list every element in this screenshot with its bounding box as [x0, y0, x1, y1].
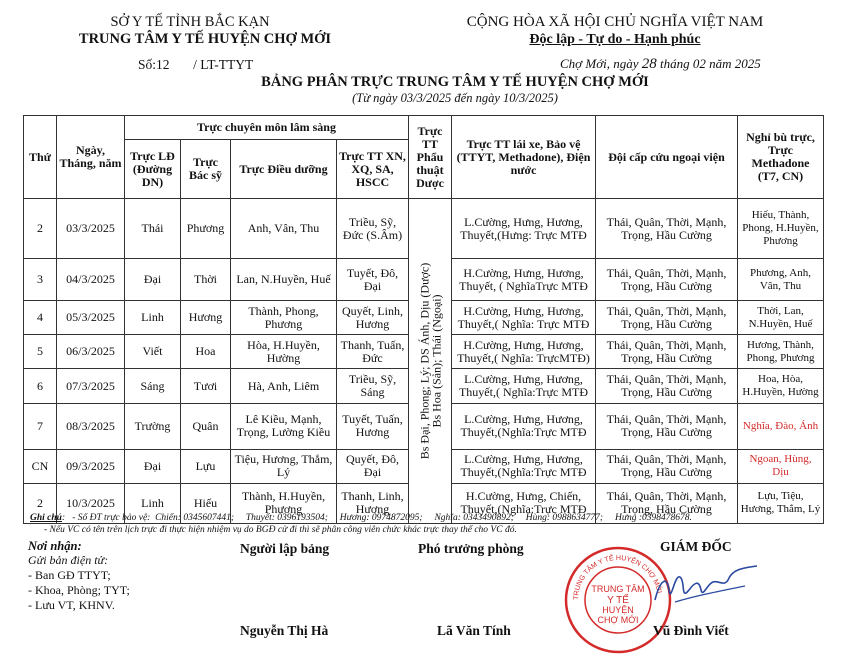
cell-dieuduong: Hòa, H.Huyền, Hường	[231, 335, 337, 369]
cell-bacsy: Hiếu	[181, 483, 231, 523]
agency-name: TRUNG TÂM Y TẾ HUYỆN CHỢ MỚI	[78, 31, 332, 47]
document-subtitle: (Từ ngày 03/3/2025 đến ngày 10/3/2025)	[352, 91, 558, 105]
cell-ngay: 08/3/2025	[57, 403, 125, 449]
cell-laixe: H.Cường, Hưng, Chiến, Thuyết,(Nghĩa:Trực MTĐ	[452, 483, 596, 523]
header-capcuu: Đội cấp cứu ngoại viện	[596, 116, 738, 199]
header-pttd: Trực TT Phẩu thuật Dược	[409, 116, 452, 199]
cell-ld: Linh	[125, 301, 181, 335]
header-ld: Trực LĐ (Đường DN)	[125, 140, 181, 199]
recipient-item: Gửi bản điện tử:	[28, 553, 109, 567]
cell-thu: CN	[24, 449, 57, 483]
cell-dieuduong: Tiệu, Hương, Thắm, Lý	[231, 449, 337, 483]
cell-capcuu: Thái, Quân, Thời, Mạnh, Trọng, Hầu Cường	[596, 403, 738, 449]
roster-table	[23, 115, 824, 524]
cell-nghibu: Hiếu, Thành, Phong, H.Huyền, Phương	[738, 199, 824, 259]
cell-thu: 4	[24, 301, 57, 335]
header-thu: Thứ	[24, 116, 57, 199]
header-nghibu: Nghỉ bù trực, Trực Methadone (T7, CN)	[738, 116, 824, 199]
cell-thu: 2	[24, 199, 57, 259]
date-day: 28	[641, 56, 657, 72]
cell-dieuduong: Hà, Anh, Liêm	[231, 369, 337, 403]
cell-dieuduong: Anh, Vân, Thu	[231, 199, 337, 259]
cell-dieuduong: Lê Kiều, Mạnh, Trọng, Lường Kiều	[231, 403, 337, 449]
cell-ngay: 10/3/2025	[57, 483, 125, 523]
cell-nghibu: Lựu, Tiệu, Hương, Thắm, Lý	[738, 483, 824, 523]
cell-laixe: H.Cường, Hưng, Hương, Thuyết,( Nghĩa: TrựcMTĐ)	[452, 335, 596, 369]
cell-capcuu: Thái, Quân, Thời, Mạnh, Trọng, Hầu Cường	[596, 449, 738, 483]
cell-bacsy: Quân	[181, 403, 231, 449]
cell-ld: Đại	[125, 449, 181, 483]
cell-thu: 3	[24, 259, 57, 301]
cell-pttd-merged	[409, 199, 452, 524]
cell-dieuduong: Thành, Phong, Phương	[231, 301, 337, 335]
cell-laixe: L.Cường, Hưng, Hương, Thuyết,(Nghĩa:Trực MTĐ	[452, 449, 596, 483]
recipient-item: - Ban GĐ TTYT;	[28, 568, 111, 582]
preparer-name: Nguyễn Thị Hà	[240, 623, 329, 638]
date-prefix: Chợ Mới, ngày	[560, 56, 639, 71]
cell-thu: 2	[24, 483, 57, 523]
director-signature	[645, 560, 765, 620]
cell-thu: 5	[24, 335, 57, 369]
cell-nghibu: Phương, Anh, Vân, Thu	[738, 259, 824, 301]
deputy-name: Lã Văn Tính	[437, 623, 511, 638]
cell-nghibu: Hoa, Hòa, H.Huyền, Hường	[738, 369, 824, 403]
cell-dieuduong: Lan, N.Huyền, Huế	[231, 259, 337, 301]
cell-capcuu: Thái, Quân, Thời, Mạnh, Trọng, Hầu Cường	[596, 335, 738, 369]
country-name: CỘNG HÒA XÃ HỘI CHỦ NGHĨA VIỆT NAM	[466, 14, 764, 30]
notes-line-1	[30, 513, 692, 523]
recipient-item: - Lưu VT, KHNV.	[28, 598, 115, 612]
notes-line-2: - Nếu VC có tên trên lịch trực đi thực hiện nhiệm vụ do BGĐ cử đi thì sẽ phân công viên chức khác trực thay thế cho VC đó.	[44, 525, 517, 535]
cell-dieuduong: Thành, H.Huyền, Phương	[231, 483, 337, 523]
cell-xn: Quyết, Đô, Đại	[337, 449, 409, 483]
signature-underline	[675, 586, 745, 602]
cell-ld: Sáng	[125, 369, 181, 403]
cell-ngay: 07/3/2025	[57, 369, 125, 403]
cell-xn: Tuyết, Đô, Đại	[337, 259, 409, 301]
recipients-title: Nơi nhận:	[28, 539, 82, 553]
stamp-line-3: HUYỆN	[602, 605, 634, 615]
cell-ld: Trường	[125, 403, 181, 449]
document-title: BẢNG PHÂN TRỰC TRUNG TÂM Y TẾ HUYỆN CHỢ MỚI	[261, 74, 649, 90]
cell-capcuu: Thái, Quân, Thời, Mạnh, Trọng, Hầu Cường	[596, 199, 738, 259]
notes-label: Ghi chú	[30, 513, 62, 523]
header-xn: Trực TT XN, XQ, SA, HSCC	[337, 140, 409, 199]
cell-bacsy: Lựu	[181, 449, 231, 483]
cell-nghibu: Thời, Lan, N.Huyền, Huế	[738, 301, 824, 335]
cell-capcuu: Thái, Quân, Thời, Mạnh, Trọng, Hầu Cường	[596, 301, 738, 335]
date-suffix: tháng 02 năm 2025	[660, 56, 761, 71]
cell-ngay: 05/3/2025	[57, 301, 125, 335]
pttd-vertical-text-2: Bs Hoa (Sản); Thái (Ngoại)	[429, 294, 444, 428]
director-title: GIÁM ĐỐC	[660, 539, 732, 554]
cell-bacsy: Thời	[181, 259, 231, 301]
header-bacsy: Trực Bác sỹ	[181, 140, 231, 199]
deputy-title: Phó trưởng phòng	[418, 541, 524, 556]
cell-xn: Quyết, Linh, Hương	[337, 301, 409, 335]
cell-bacsy: Phương	[181, 199, 231, 259]
notes-phones: : - Số ĐT trực bảo vệ: Chiến: 0345607441; Thuyết: 0396193504; Hương: 0974872095; Nghĩa: 0343490892; Hùng: 0988634777; Hưng :0398478678.	[61, 513, 692, 523]
cell-bacsy: Tươi	[181, 369, 231, 403]
cell-capcuu: Thái, Quân, Thời, Mạnh, Trọng, Hầu Cường	[596, 259, 738, 301]
cell-nghibu: Ngoan, Hùng, Dịu	[738, 449, 824, 483]
cell-bacsy: Hương	[181, 301, 231, 335]
cell-laixe: L.Cường, Hưng, Hương, Thuyết,(Nghĩa:Trực MTĐ	[452, 403, 596, 449]
national-motto: Độc lập - Tự do - Hạnh phúc	[529, 32, 701, 47]
cell-capcuu: Thái, Quân, Thời, Mạnh, Trọng, Hầu Cường	[596, 483, 738, 523]
cell-ld: Đại	[125, 259, 181, 301]
header-ngay: Ngày, Tháng, năm	[57, 116, 125, 199]
cell-laixe: H.Cường, Hưng, Hương, Thuyết,( Nghĩa: Trực MTĐ	[452, 301, 596, 335]
doc-number: Số:12 / LT-TTYT	[138, 57, 254, 72]
stamp-line-1: TRUNG TÂM	[591, 584, 645, 594]
recipients-list	[28, 553, 130, 613]
stamp-line-4: CHỢ MỚI	[597, 615, 639, 625]
cell-bacsy: Hoa	[181, 335, 231, 369]
table-row	[24, 199, 824, 259]
cell-thu: 7	[24, 403, 57, 449]
stamp-ring-text: TRUNG TÂM Y TẾ HUYỆN CHỢ MỚI	[572, 554, 663, 601]
signature-stroke	[655, 566, 757, 600]
cell-ngay: 09/3/2025	[57, 449, 125, 483]
cell-nghibu: Nghĩa, Đào, Ánh	[738, 403, 824, 449]
cell-xn: Thanh, Linh, Hương	[337, 483, 409, 523]
cell-ngay: 06/3/2025	[57, 335, 125, 369]
stamp-line-2: Y TẾ	[607, 595, 629, 606]
director-name: Vũ Đình Viết	[653, 623, 729, 638]
cell-laixe: L.Cường, Hưng, Hương, Thuyết,( Nghĩa:Trực MTĐ	[452, 369, 596, 403]
cell-ngay: 03/3/2025	[57, 199, 125, 259]
header-group: Trực chuyên môn lâm sàng	[125, 116, 409, 140]
cell-laixe: H.Cường, Hưng, Hương, Thuyết, ( NghĩaTrực MTĐ	[452, 259, 596, 301]
doc-date	[560, 56, 761, 73]
recipient-item: - Khoa, Phòng; TYT;	[28, 583, 130, 597]
agency-parent: SỞ Y TẾ TỈNH BẮC KẠN	[110, 14, 270, 30]
cell-capcuu: Thái, Quân, Thời, Mạnh, Trọng, Hầu Cường	[596, 369, 738, 403]
cell-xn: Triều, Sỹ, Sáng	[337, 369, 409, 403]
cell-nghibu: Hương, Thành, Phong, Phương	[738, 335, 824, 369]
cell-thu: 6	[24, 369, 57, 403]
header-laixe: Trực TT lái xe, Bảo vệ (TTYT, Methadone), Điện nước	[452, 116, 596, 199]
cell-ld: Thái	[125, 199, 181, 259]
header-dieuduong: Trực Điều dưỡng	[231, 140, 337, 199]
cell-xn: Thanh, Tuấn, Đức	[337, 335, 409, 369]
cell-xn: Tuyết, Tuấn, Hương	[337, 403, 409, 449]
cell-ngay: 04/3/2025	[57, 259, 125, 301]
cell-laixe: L.Cường, Hưng, Hương, Thuyết,(Hưng: Trực MTĐ	[452, 199, 596, 259]
pttd-vertical-text-1: Bs Đại, Phong; Lý; DS Ánh, Dịu (Dược)	[417, 262, 432, 460]
cell-xn: Triều, Sỹ, Đức (S.Âm)	[337, 199, 409, 259]
preparer-title: Người lập bảng	[240, 541, 330, 556]
cell-ld: Linh	[125, 483, 181, 523]
cell-ld: Viết	[125, 335, 181, 369]
